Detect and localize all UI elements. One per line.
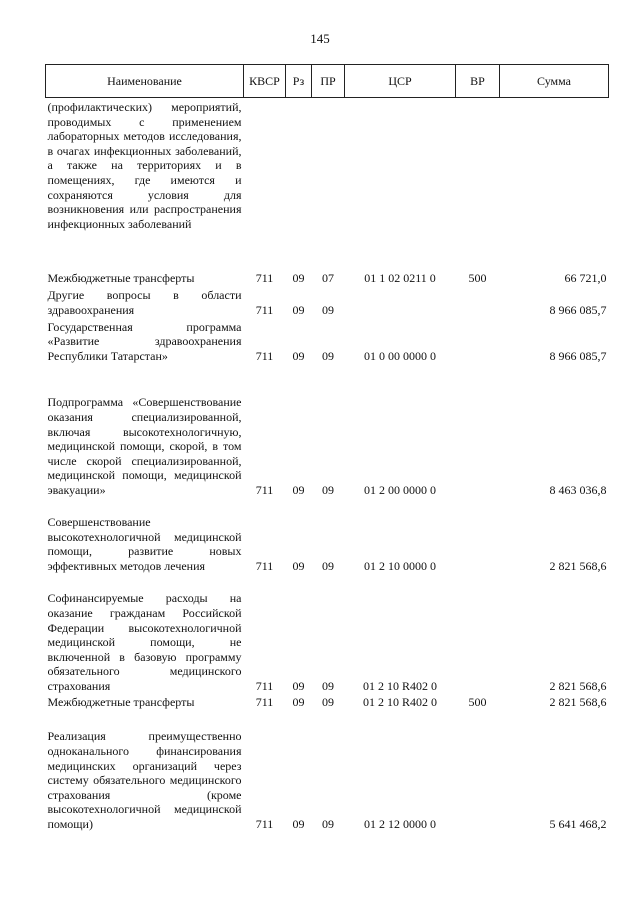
row-csr: 01 2 10 0000 0 bbox=[364, 558, 436, 573]
row-name: Подпрограмма «Совершенствование оказания специализированной, включая высокотехнологичную, медицинской помощи, скорой, в том числе скорой специализированной, медицинской помощи, медицинской эвакуации» bbox=[47, 395, 242, 497]
row-pr: 09 bbox=[322, 678, 334, 693]
row-pr: 09 bbox=[322, 816, 334, 831]
header-sum: Сумма bbox=[500, 65, 609, 98]
header-pr: ПР bbox=[312, 65, 345, 98]
row-sum: 8 966 085,7 bbox=[549, 348, 607, 363]
table-header-row bbox=[46, 65, 609, 98]
header-name: Наименование bbox=[46, 65, 244, 98]
budget-table bbox=[45, 64, 609, 832]
row-kvsr: 711 bbox=[255, 482, 274, 497]
row-sum: 5 641 468,2 bbox=[549, 816, 607, 831]
table-row bbox=[46, 98, 609, 268]
row-rz: 09 bbox=[292, 482, 305, 497]
row-kvsr: 711 bbox=[255, 816, 274, 831]
row-vr bbox=[456, 286, 500, 318]
table-row bbox=[46, 286, 609, 318]
row-rz: 09 bbox=[292, 558, 305, 573]
table-row bbox=[46, 364, 609, 498]
row-pr: 07 bbox=[322, 270, 334, 285]
row-vr bbox=[456, 710, 500, 832]
row-pr: 09 bbox=[322, 694, 334, 709]
table-row bbox=[46, 694, 609, 710]
row-sum bbox=[500, 98, 609, 268]
row-csr: 01 2 10 R402 0 bbox=[362, 694, 437, 709]
row-rz: 09 bbox=[292, 302, 305, 317]
row-vr bbox=[456, 574, 500, 694]
row-rz: 09 bbox=[292, 678, 305, 693]
row-name: Другие вопросы в области здравоохранения bbox=[47, 288, 242, 317]
row-csr: 01 2 10 R402 0 bbox=[362, 678, 437, 693]
row-kvsr: 711 bbox=[255, 302, 274, 317]
row-rz: 09 bbox=[292, 348, 305, 363]
row-kvsr: 711 bbox=[255, 558, 274, 573]
table-row bbox=[46, 318, 609, 364]
row-csr bbox=[345, 98, 456, 268]
row-rz: 09 bbox=[292, 694, 305, 709]
row-kvsr: 711 bbox=[255, 694, 274, 709]
row-vr: 500 bbox=[468, 270, 487, 285]
header-csr: ЦСР bbox=[345, 65, 456, 98]
header-rz: Рз bbox=[286, 65, 312, 98]
row-csr bbox=[345, 286, 456, 318]
row-sum: 8 966 085,7 bbox=[549, 302, 607, 317]
row-name: Межбюджетные трансферты bbox=[47, 270, 195, 285]
row-kvsr: 711 bbox=[255, 270, 274, 285]
row-vr bbox=[456, 98, 500, 268]
header-kvsr: КВСР bbox=[244, 65, 286, 98]
row-kvsr bbox=[244, 98, 286, 268]
page-number: 145 bbox=[310, 31, 330, 46]
row-rz: 09 bbox=[292, 816, 305, 831]
row-vr bbox=[456, 364, 500, 498]
row-sum: 2 821 568,6 bbox=[549, 678, 607, 693]
table-row bbox=[46, 498, 609, 574]
row-name: (профилактических) мероприятий, проводимых с применением лабораторных методов исследования, в очагах инфекционных заболеваний, а также на территориях и в помещениях, где имеются и сохраняются условия для возникновения или распространения инфекционных заболеваний bbox=[47, 100, 242, 231]
row-sum: 8 463 036,8 bbox=[549, 482, 607, 497]
row-name: Софинансируемые расходы на оказание гражданам Российской Федерации высокотехнологичной медицинской помощи, не включенной в базовую программу обязательного медицинского страхования bbox=[47, 591, 242, 693]
row-rz: 09 bbox=[292, 270, 305, 285]
table-row bbox=[46, 710, 609, 832]
row-csr: 01 0 00 0000 0 bbox=[364, 348, 436, 363]
table-row bbox=[46, 574, 609, 694]
row-kvsr: 711 bbox=[255, 348, 274, 363]
row-pr: 09 bbox=[322, 348, 334, 363]
row-pr: 09 bbox=[322, 558, 334, 573]
row-name: Межбюджетные трансферты bbox=[47, 694, 195, 709]
table-row bbox=[46, 268, 609, 286]
row-vr bbox=[456, 498, 500, 574]
row-kvsr: 711 bbox=[255, 678, 274, 693]
row-name: Государственная программа «Развитие здравоохранения Республики Татарстан» bbox=[47, 319, 242, 363]
row-pr bbox=[312, 98, 345, 268]
row-sum: 66 721,0 bbox=[564, 270, 607, 285]
row-csr: 01 2 00 0000 0 bbox=[364, 482, 436, 497]
row-rz bbox=[286, 98, 312, 268]
header-vr: ВР bbox=[456, 65, 500, 98]
row-vr bbox=[456, 318, 500, 364]
row-sum: 2 821 568,6 bbox=[549, 558, 607, 573]
row-name: Совершенствование высокотехнологичной медицинской помощи, развитие новых эффективных методов лечения bbox=[47, 515, 242, 573]
row-pr: 09 bbox=[322, 482, 334, 497]
row-csr: 01 2 12 0000 0 bbox=[364, 816, 436, 831]
row-vr: 500 bbox=[468, 694, 487, 709]
row-pr: 09 bbox=[322, 302, 334, 317]
row-name: Реализация преимущественно одноканального финансирования медицинских организаций через систему обязательного медицинского страхования (кроме высокотехнологичной медицинской помощи) bbox=[47, 729, 242, 831]
row-csr: 01 1 02 0211 0 bbox=[364, 270, 436, 285]
row-sum: 2 821 568,6 bbox=[549, 694, 607, 709]
